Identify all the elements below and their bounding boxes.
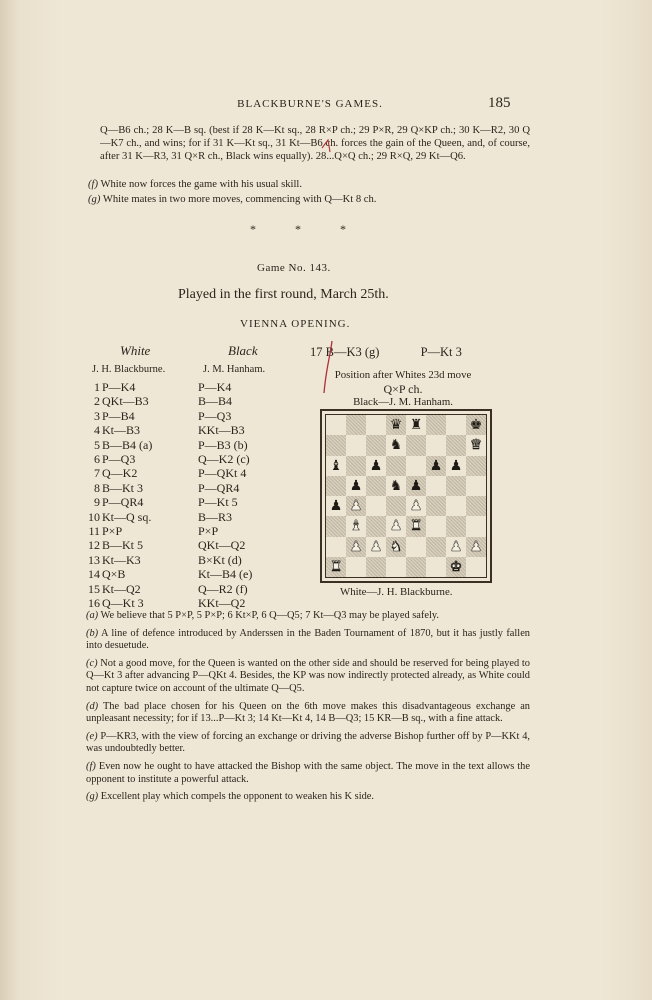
chess-board bbox=[325, 414, 487, 578]
move-number: 10 bbox=[88, 509, 100, 524]
note-item bbox=[86, 791, 530, 804]
white-pawn-icon: ♟ bbox=[349, 538, 363, 555]
white-move-row bbox=[84, 582, 152, 596]
note-label: (e) bbox=[86, 730, 98, 742]
board-square bbox=[446, 415, 466, 435]
board-square bbox=[466, 537, 486, 557]
black-move: P—Kt 5 bbox=[198, 495, 238, 510]
black-move: Q—R2 (f) bbox=[198, 581, 248, 596]
white-move: P—K4 bbox=[102, 380, 136, 394]
black-move: QKt—Q2 bbox=[198, 538, 246, 553]
board-square bbox=[426, 557, 446, 577]
black-move: P—Kt 3 bbox=[420, 345, 462, 359]
board-square bbox=[366, 516, 386, 536]
white-moves-column bbox=[84, 380, 152, 611]
white-player: J. H. Blackburne. bbox=[92, 364, 166, 375]
board-square bbox=[366, 496, 386, 516]
white-move-row bbox=[84, 481, 152, 495]
black-bishop-icon: ♝ bbox=[329, 457, 343, 474]
board-square bbox=[406, 496, 426, 516]
black-move: Q—K2 (c) bbox=[198, 452, 250, 467]
board-square bbox=[406, 435, 426, 455]
black-pawn-icon: ♟ bbox=[369, 457, 383, 474]
black-move: P—QR4 bbox=[198, 480, 240, 495]
note-text: Excellent play which compels the opponent to weaken his K side. bbox=[100, 791, 374, 803]
board-square bbox=[326, 456, 346, 476]
white-move-row bbox=[84, 538, 152, 552]
board-square bbox=[346, 537, 366, 557]
move-number: 1 bbox=[94, 380, 100, 394]
white-move-row bbox=[84, 409, 152, 423]
board-square bbox=[386, 435, 406, 455]
white-move: P—QR4 bbox=[102, 495, 144, 510]
board-square bbox=[426, 496, 446, 516]
note-item bbox=[86, 628, 530, 653]
white-move-row bbox=[84, 567, 152, 581]
white-move: B—Kt 3 bbox=[102, 480, 144, 495]
white-move: P—Q3 bbox=[102, 452, 136, 467]
white-move: Kt—Q sq. bbox=[102, 509, 152, 524]
white-move: Q—K2 bbox=[102, 466, 138, 481]
note-item bbox=[86, 658, 530, 696]
board-square bbox=[426, 415, 446, 435]
board-square bbox=[406, 537, 426, 557]
move-number: 14 bbox=[88, 567, 100, 582]
white-move: P—B4 bbox=[102, 408, 135, 423]
board-square bbox=[446, 557, 466, 577]
board-square bbox=[326, 537, 346, 557]
section-separator: * * * bbox=[250, 222, 364, 236]
board-square bbox=[446, 435, 466, 455]
board-square bbox=[386, 476, 406, 496]
board-square bbox=[346, 496, 366, 516]
note-label: (g) bbox=[86, 791, 99, 803]
note-label: (b) bbox=[86, 627, 99, 639]
note-item bbox=[86, 610, 530, 623]
white-move: B—K3 (g) bbox=[325, 345, 380, 359]
board-square bbox=[406, 557, 426, 577]
board-square bbox=[346, 435, 366, 455]
white-king-icon: ♚ bbox=[449, 558, 463, 575]
board-square bbox=[346, 456, 366, 476]
black-heading: Black bbox=[228, 343, 258, 358]
opening-name: VIENNA OPENING. bbox=[240, 318, 351, 330]
position-caption-line3: Black—J. M. Hanham. bbox=[353, 396, 453, 408]
note-text: Even now he ought to have attacked the Bishop with the same object. The move in the text allows the opponent to institute a powerful attack. bbox=[86, 760, 530, 785]
board-square bbox=[366, 476, 386, 496]
note-text: Not a good move, for the Queen is wanted on the other side and should be reserved for being played to Q—Kt 3 after advancing P—QKt 4. Besides, the KP was now indirectly protected already, as White could not capture twice on account of the ultimate Q—Q5. bbox=[86, 657, 530, 694]
black-move: KKt—Q2 bbox=[198, 596, 246, 611]
black-pawn-icon: ♟ bbox=[329, 498, 343, 515]
move-number: 9 bbox=[94, 495, 100, 510]
white-pawn-icon: ♟ bbox=[409, 498, 423, 515]
chess-diagram bbox=[320, 409, 492, 583]
board-square bbox=[366, 435, 386, 455]
white-move: Kt—K3 bbox=[102, 552, 141, 567]
black-move: B×Kt (d) bbox=[198, 552, 242, 567]
board-square bbox=[466, 456, 486, 476]
board-square bbox=[326, 496, 346, 516]
board-square bbox=[366, 456, 386, 476]
white-bishop-icon: ♝ bbox=[349, 518, 363, 535]
move-number: 17 bbox=[310, 345, 323, 359]
prior-note-f bbox=[88, 178, 528, 191]
board-square bbox=[346, 476, 366, 496]
black-move: B—R3 bbox=[198, 509, 233, 524]
black-move: Kt—B4 (e) bbox=[198, 567, 253, 582]
note-text: We believe that 5 P×P, 5 P×P; 6 Kt×P, 6 Q—Q5; 7 Kt—Q3 may be played safely. bbox=[100, 610, 439, 621]
note-item bbox=[86, 731, 530, 756]
black-move: P×P bbox=[198, 524, 219, 539]
note-text: P—KR3, with the view of forcing an exchange or driving the adverse Bishop further off by P—KKt 4, was undoubtedly better. bbox=[86, 730, 530, 755]
white-rook-icon: ♜ bbox=[409, 518, 423, 535]
board-square bbox=[326, 415, 346, 435]
note-text: The bad place chosen for his Queen on the 6th move makes this disadvantageous exchange an unpleasant necessity; for if 13...P—Kt 3; 14 Kt—Kt 4, 14 B—Q3; 15 KR—B sq., with a fine attack. bbox=[86, 700, 531, 725]
board-square bbox=[466, 415, 486, 435]
prior-note-g bbox=[88, 193, 528, 206]
board-square bbox=[426, 516, 446, 536]
black-king-icon: ♚ bbox=[469, 417, 483, 434]
board-square bbox=[426, 435, 446, 455]
note-label: (f) bbox=[86, 760, 96, 772]
note-item bbox=[86, 761, 530, 786]
game-number: Game No. 143. bbox=[257, 262, 331, 274]
board-square bbox=[386, 496, 406, 516]
white-queen-icon: ♛ bbox=[469, 437, 483, 454]
white-knight-icon: ♞ bbox=[389, 538, 403, 555]
board-square bbox=[466, 435, 486, 455]
white-move-row bbox=[84, 524, 152, 538]
prior-note-label: (g) bbox=[88, 194, 101, 205]
black-pawn-icon: ♟ bbox=[429, 457, 443, 474]
game-notes bbox=[86, 610, 530, 809]
prior-note-text: White mates in two more moves, commencing with Q—Kt 8 ch. bbox=[102, 194, 377, 205]
white-pawn-icon: ♟ bbox=[469, 538, 483, 555]
white-move: Q×B bbox=[102, 567, 126, 582]
board-square bbox=[386, 557, 406, 577]
white-move-row bbox=[84, 553, 152, 567]
white-move-row bbox=[84, 423, 152, 437]
move-number: 7 bbox=[94, 466, 100, 481]
intro-note: Q—B6 ch.; 28 K—B sq. (best if 28 K—Kt sq., 28 R×P ch.; 29 P×R, 29 Q×KP ch.; 30 K—R2, 30 Q—K7 ch., and wins; for if 31 K—Kt sq., 31 Kt—B6 ch. forces the gain of the Queen, and, of course, after 31 K—R3, 31 Q×R ch., Black wins equally). 28...Q×Q ch.; 29 R×Q, 29 Kt—Q6. bbox=[100, 125, 530, 163]
move-number: 16 bbox=[88, 596, 100, 611]
white-move-row bbox=[84, 452, 152, 466]
note-label: (a) bbox=[86, 610, 99, 621]
board-square bbox=[326, 435, 346, 455]
black-move: B—B4 bbox=[198, 394, 233, 409]
white-move-row bbox=[84, 510, 152, 524]
black-pawn-icon: ♟ bbox=[409, 477, 423, 494]
board-square bbox=[466, 516, 486, 536]
black-move: P—B3 (b) bbox=[198, 437, 248, 452]
white-move: P×P bbox=[102, 524, 123, 539]
white-move: Q—Kt 3 bbox=[102, 596, 144, 611]
black-move: KKt—B3 bbox=[198, 423, 245, 438]
note-item bbox=[86, 701, 530, 726]
white-pawn-icon: ♟ bbox=[369, 538, 383, 555]
board-square bbox=[386, 456, 406, 476]
board-square bbox=[386, 415, 406, 435]
board-square bbox=[326, 516, 346, 536]
black-player: J. M. Hanham. bbox=[203, 364, 266, 375]
board-square bbox=[426, 476, 446, 496]
board-square bbox=[406, 476, 426, 496]
white-move-row bbox=[84, 438, 152, 452]
white-caption: White—J. H. Blackburne. bbox=[340, 586, 453, 598]
board-square bbox=[366, 415, 386, 435]
black-queen-icon: ♛ bbox=[389, 417, 403, 434]
board-square bbox=[326, 476, 346, 496]
white-pawn-icon: ♟ bbox=[349, 498, 363, 515]
white-pawn-icon: ♟ bbox=[449, 538, 463, 555]
board-square bbox=[346, 516, 366, 536]
white-move-row bbox=[84, 466, 152, 480]
board-square bbox=[406, 456, 426, 476]
note-text: A line of defence introduced by Anderssen in the Baden Tournament of 1870, but it has justly fallen into desuetude. bbox=[86, 627, 530, 652]
black-knight-icon: ♞ bbox=[389, 477, 403, 494]
black-move: P—QKt 4 bbox=[198, 466, 247, 481]
black-rook-icon: ♜ bbox=[409, 417, 423, 434]
move-number: 5 bbox=[94, 437, 100, 452]
move-17 bbox=[310, 345, 462, 360]
move-number: 8 bbox=[94, 480, 100, 495]
move-number: 2 bbox=[94, 394, 100, 409]
black-pawn-icon: ♟ bbox=[349, 477, 363, 494]
board-square bbox=[446, 537, 466, 557]
board-square bbox=[346, 415, 366, 435]
white-move-row bbox=[84, 495, 152, 509]
page-number: 185 bbox=[488, 95, 511, 111]
prior-note-label: (f) bbox=[88, 179, 98, 190]
black-knight-icon: ♞ bbox=[389, 437, 403, 454]
note-label: (c) bbox=[86, 657, 98, 669]
move-number: 12 bbox=[88, 538, 100, 553]
board-square bbox=[386, 537, 406, 557]
black-move: P—K4 bbox=[198, 380, 232, 394]
black-move: P—Q3 bbox=[198, 408, 232, 423]
board-square bbox=[466, 496, 486, 516]
white-pawn-icon: ♟ bbox=[389, 518, 403, 535]
black-moves-column bbox=[198, 380, 252, 611]
running-title: BLACKBURNE'S GAMES. bbox=[237, 98, 383, 110]
board-square bbox=[366, 537, 386, 557]
board-square bbox=[446, 516, 466, 536]
white-heading: White bbox=[120, 343, 151, 358]
position-caption-line1: Position after Whites 23d move bbox=[334, 369, 472, 381]
move-number: 15 bbox=[88, 581, 100, 596]
board-square bbox=[406, 516, 426, 536]
board-square bbox=[446, 496, 466, 516]
white-move: B—Kt 5 bbox=[102, 538, 144, 553]
played-line: Played in the first round, March 25th. bbox=[178, 287, 389, 302]
white-move: Kt—Q2 bbox=[102, 581, 141, 596]
board-square bbox=[346, 557, 366, 577]
board-square bbox=[326, 557, 346, 577]
board-square bbox=[446, 476, 466, 496]
move-number: 11 bbox=[88, 524, 100, 539]
board-square bbox=[386, 516, 406, 536]
white-move-row bbox=[84, 596, 152, 610]
black-pawn-icon: ♟ bbox=[449, 457, 463, 474]
board-square bbox=[466, 476, 486, 496]
white-move: B—B4 (a) bbox=[102, 437, 153, 452]
move-number: 13 bbox=[88, 552, 100, 567]
board-square bbox=[406, 415, 426, 435]
white-move-row bbox=[84, 394, 152, 408]
note-label: (d) bbox=[86, 700, 99, 712]
white-move-row bbox=[84, 380, 152, 394]
white-move: Kt—B3 bbox=[102, 423, 141, 438]
move-number: 6 bbox=[94, 452, 100, 467]
prior-note-text: White now forces the game with his usual skill. bbox=[100, 179, 303, 190]
white-move: QKt—B3 bbox=[102, 394, 149, 409]
board-square bbox=[426, 456, 446, 476]
board-square bbox=[446, 456, 466, 476]
board-square bbox=[366, 557, 386, 577]
white-rook-icon: ♜ bbox=[329, 558, 343, 575]
move-number: 3 bbox=[94, 408, 100, 423]
position-caption-line2: Q×P ch. bbox=[383, 382, 423, 396]
board-square bbox=[426, 537, 446, 557]
board-square bbox=[466, 557, 486, 577]
move-number: 4 bbox=[94, 423, 100, 438]
